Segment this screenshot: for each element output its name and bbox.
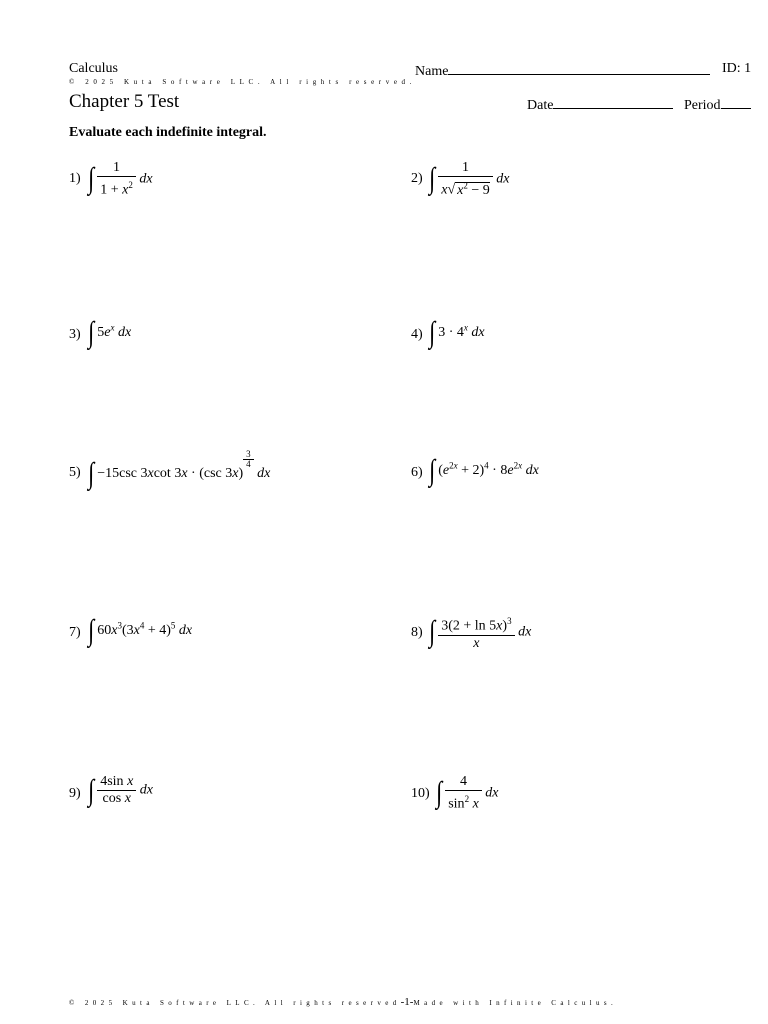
question-number-3: 3) xyxy=(69,327,81,342)
period-blank[interactable] xyxy=(721,96,751,109)
question-number-9: 9) xyxy=(69,786,81,801)
question-number-2: 2) xyxy=(411,171,423,186)
instructions: Evaluate each indefinite integral. xyxy=(69,125,267,140)
integral-sign-icon: ∫ xyxy=(88,456,95,490)
course-label: Calculus xyxy=(69,61,118,76)
integral-sign-icon: ∫ xyxy=(88,162,95,196)
question-number-4: 4) xyxy=(411,327,423,342)
question-4-expression: ∫ $3 \cdot 4^x$ dx xyxy=(429,316,485,349)
question-number-7: 7) xyxy=(69,625,81,640)
integral-sign-icon: ∫ xyxy=(436,776,443,810)
footer-made-with: Made with Infinite Calculus. xyxy=(413,999,618,1007)
copyright-line: © 2025 Kuta Software LLC. All rights reserved. xyxy=(69,78,416,86)
integral-sign-icon: ∫ xyxy=(429,162,436,196)
name-field[interactable] xyxy=(415,62,710,79)
id-label: ID: 1 xyxy=(722,61,752,76)
integral-sign-icon: ∫ xyxy=(88,773,95,807)
date-blank[interactable] xyxy=(553,96,673,109)
question-number-10: 10) xyxy=(411,786,430,801)
question-number-5: 5) xyxy=(69,465,81,480)
question-2-expression: ∫ $\frac{1}{x√ x^2 - 9}$ dx xyxy=(429,160,510,198)
question-1-expression: ∫ $\frac{1}{1 + x^2}$ dx xyxy=(88,160,153,198)
period-field[interactable] xyxy=(684,96,751,113)
question-6-expression: ∫ $(e^{2x} + 2)^4 \cdot 8e^{2x}$ dx xyxy=(429,454,539,487)
question-8-expression: ∫ $\frac{3(2 + \ln 5x)^3}{x}$ dx xyxy=(428,613,531,652)
period-label: Period xyxy=(684,98,721,113)
question-5-expression: ∫ −15csc 3xcot 3x · (csc 3x) $\frac{3}{4}$ dx xyxy=(88,449,271,490)
integral-sign-icon: ∫ xyxy=(429,316,436,349)
footer xyxy=(69,996,617,1008)
page-number: -1- xyxy=(400,996,414,1008)
question-10-expression: ∫ $\frac{4}{\sin^2 x}$ dx xyxy=(436,774,499,812)
name-blank[interactable] xyxy=(448,62,710,75)
integral-sign-icon: ∫ xyxy=(88,614,95,647)
question-7-expression: ∫ $60x^3(3x^4 + 4)^5$ dx xyxy=(88,614,193,647)
integral-sign-icon: ∫ xyxy=(429,615,436,649)
date-label: Date xyxy=(527,98,554,113)
footer-copyright: © 2025 Kuta Software LLC. All rights reserved xyxy=(69,999,401,1007)
question-number-6: 6) xyxy=(411,465,423,480)
question-number-1: 1) xyxy=(69,171,81,186)
question-9-expression: ∫ $\frac{\text{4sin x}}{\text{cos x}}$ dx xyxy=(88,773,153,807)
page-title: Chapter 5 Test xyxy=(69,91,180,112)
question-3-expression: ∫ $5e^x$ dx xyxy=(88,316,132,349)
question-number-8: 8) xyxy=(411,625,423,640)
date-field[interactable] xyxy=(527,96,673,113)
integral-sign-icon: ∫ xyxy=(429,454,436,487)
name-label: Name xyxy=(415,64,449,79)
integral-sign-icon: ∫ xyxy=(88,316,95,349)
